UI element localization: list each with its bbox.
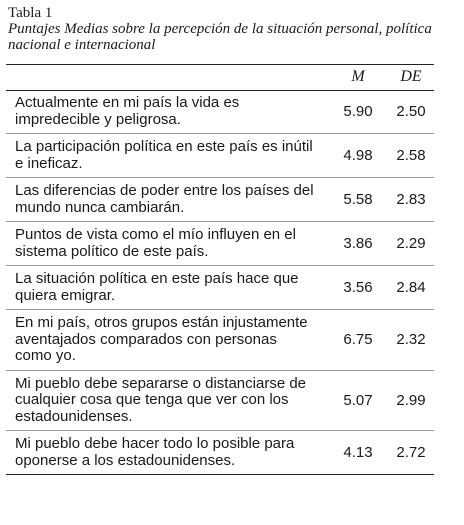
table-caption [8,5,458,53]
row-mean-value: 5.07 [343,391,373,409]
column-header-de: DE [400,68,422,85]
row-sd-value: 2.99 [396,391,426,409]
row-mean-value: 6.75 [343,331,373,349]
row-sd-value: 2.32 [396,331,426,349]
column-header-m: M [351,68,365,85]
table-row [6,436,434,474]
table-row [6,315,434,371]
row-item-text: La situación política en este país hace que quiera emigrar. [15,270,299,304]
table-row [6,139,434,178]
row-item-text: Puntos de vista como el mío influyen en el sistema político de este país. [15,226,296,260]
row-sd-value: 2.72 [396,444,426,461]
row-sd-value: 2.58 [396,147,426,164]
table-label: Tabla 1 [8,5,53,21]
data-table [6,64,434,475]
row-sd-value: 2.83 [396,191,426,208]
table-row [6,183,434,222]
row-item-text: Las diferencias de poder entre los países del mundo nunca cambiarán. [15,182,314,216]
table-bottom-rule [6,474,434,475]
table-row [6,376,434,432]
row-item-text: En mi país, otros grupos están injustamente aventajados comparados con personas como yo. [15,314,308,364]
row-mean-value: 3.86 [343,235,373,252]
table-header [6,65,434,90]
row-mean-value: 4.13 [343,444,373,461]
row-item-text: Actualmente en mi país la vida es impredecible y peligrosa. [15,94,240,128]
row-sd-value: 2.29 [396,235,426,252]
table-title: Puntajes Medias sobre la percepción de la situación personal, política nacional e internacional [8,21,432,53]
table-row [6,271,434,310]
row-item-text: Mi pueblo debe hacer todo lo posible para oponerse a los estadounidenses. [15,435,295,469]
row-mean-value: 5.90 [343,103,373,120]
row-mean-value: 5.58 [343,191,373,208]
row-item-text: La participación política en este país es inútil e ineficaz. [15,138,313,172]
table-row [6,95,434,134]
table-row [6,227,434,266]
row-sd-value: 2.84 [396,279,426,296]
row-item-text: Mi pueblo debe separarse o distanciarse de cualquier cosa que tenga que ver con los estadounidenses. [15,374,307,425]
row-sd-value: 2.50 [396,103,426,120]
row-mean-value: 4.98 [343,147,373,164]
row-mean-value: 3.56 [343,279,373,296]
table-body [6,91,434,474]
